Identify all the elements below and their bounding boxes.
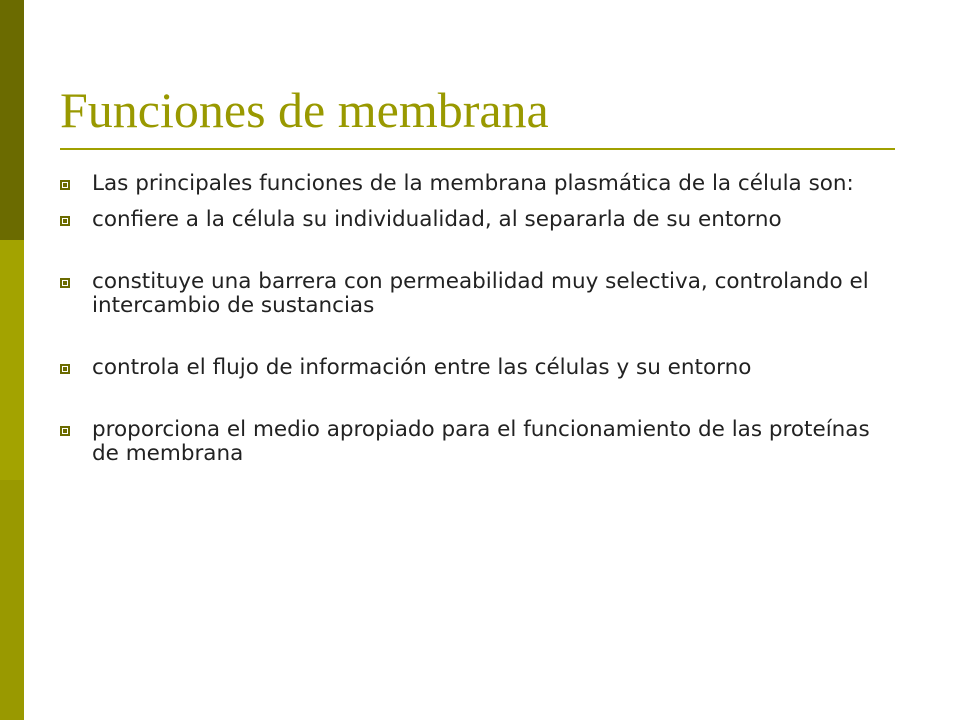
square-bullet-icon xyxy=(60,364,70,374)
sidebar-band-middle xyxy=(0,240,24,480)
bullet-item-protein-medium xyxy=(60,418,900,466)
square-bullet-icon xyxy=(60,180,70,190)
bullet-text: confiere a la célula su individualidad, al separarla de su entorno xyxy=(92,207,782,232)
bullet-text: constituye una barrera con permeabilidad muy selectiva, controlando el intercambio de sustancias xyxy=(92,269,869,318)
sidebar-band-bottom xyxy=(0,480,24,720)
bullet-text: Las principales funciones de la membrana plasmática de la célula son: xyxy=(92,171,854,196)
slide-title: Funciones de membrana xyxy=(60,82,549,138)
square-bullet-icon xyxy=(60,426,70,436)
square-bullet-icon xyxy=(60,278,70,288)
bullet-item-individuality xyxy=(60,208,900,232)
square-bullet-icon xyxy=(60,216,70,226)
sidebar-band-top xyxy=(0,0,24,240)
bullet-item-information-flow xyxy=(60,356,900,380)
bullet-text: controla el flujo de información entre las células y su entorno xyxy=(92,355,752,380)
bullet-item-intro xyxy=(60,172,900,196)
title-divider xyxy=(60,148,895,150)
bullet-list xyxy=(60,172,900,466)
bullet-item-barrier xyxy=(60,270,900,318)
bullet-text: proporciona el medio apropiado para el funcionamiento de las proteínas de membrana xyxy=(92,417,870,466)
